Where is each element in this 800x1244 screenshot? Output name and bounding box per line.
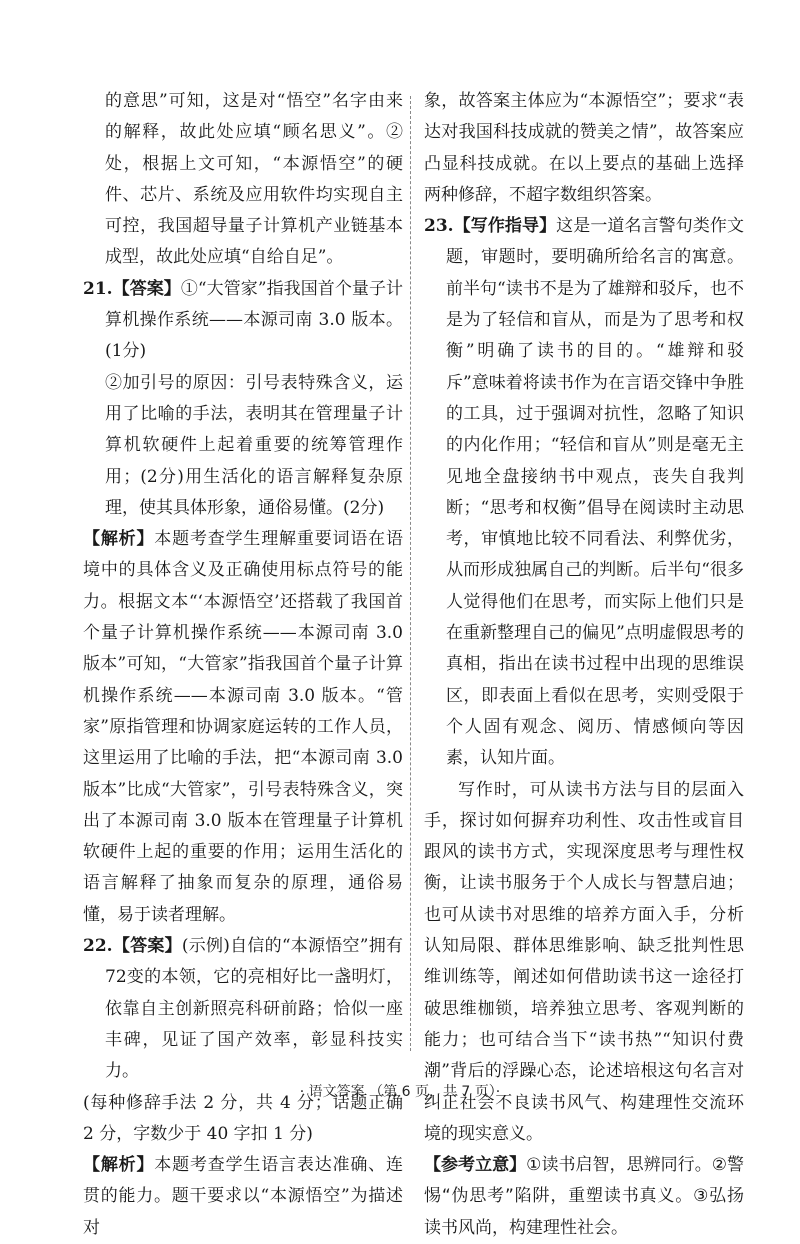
q22-answer-text: (示例)自信的“本源悟空”拥有72变的本领，它的亮相好比一盏明灯，依靠自主创新照亮科研前路；恰似一座丰碑，见证了国产效率，彰显科技实力。 (105, 936, 404, 1082)
q21-number: 21. (83, 278, 113, 299)
page-footer: · 语文答案 （第 6 页，共 7 页）· (299, 1084, 501, 1100)
q23-reference (424, 1150, 744, 1244)
question-21 (83, 274, 403, 931)
q21-answer-tag: 【答案】 (112, 278, 181, 299)
q22-analysis-continued: 象，故答案主体应为“本源悟空”；要求“表达对我国科技成就的赞美之情”，故答案应凸显科技成就。在以上要点的基础上选择两种修辞，不超字数组织答案。 (424, 91, 744, 205)
q23-writing-advice: 写作时，可从读书方法与目的层面入手，探讨如何摒弃功利性、攻击性或盲目跟风的读书方式，实现深度思考与理性权衡，让读书服务于个人成长与智慧启迪；也可从读书对思维的培养方面入手，分析认知局限、群体思维影响、缺乏批判性思维训练等，阐述如何借助读书这一途径打破思维枷锁，培养独立思考、客观判断的能力；也可结合当下“读书热”“知识付费潮”背后的浮躁心态，论述培根这句名言对纠正社会不良读书风气、构建理性交流环境的现实意义。 (424, 779, 744, 1144)
q23-guide-text: 这是一道名言警句类作文题，审题时，要明确所给名言的寓意。前半句“读书不是为了雄辩和驳斥，也不是为了轻信和盲从，而是为了思考和权衡”明确了读书的目的。“雄辩和驳斥”意味着将读书作为在言语交锋中争胜的工具，过于强调对抗性，忽略了知识的内化作用；“轻信和盲从”则是毫无主见地全盘接纳书中观点，丧失自我判断；“思考和权衡”倡导在阅读时主动思考，审慎地比较不同看法、利弊优劣，从而形成独属自己的判断。后半句“很多人觉得他们在思考，而实际上他们只是在重新整理自己的偏见”点明虚假思考的真相，指出在读书过程中出现的思维误区，即表面上看似在思考，实则受限于个人固有观念、阅历、情感倾向等因素，认知片面。 (446, 216, 745, 769)
left-column (83, 86, 403, 1244)
column-divider (410, 96, 411, 1051)
q22-scoring: (每种修辞手法 2 分，共 4 分；话题正确 2 分，字数少于 40 字扣 1 分) (83, 1092, 403, 1144)
q23-ref-text: ①读书启智，思辨同行。②警惕“伪思考”陷阱，重塑读书真义。③弘扬读书风尚，构建理性社会。 (424, 1155, 744, 1238)
q21-answer-text-1: ①“大管家”指我国首个量子计算机操作系统——本源司南 3.0 版本。(1分) (105, 278, 404, 362)
q23-ref-tag: 【参考立意】 (424, 1155, 527, 1176)
q23-number: 23. (424, 216, 454, 237)
q21-analysis-text: 本题考查学生理解重要词语在语境中的具体含义及正确使用标点符号的能力。根据文本“‘本源悟空’还搭载了我国首个量子计算机操作系统——本源司南 3.0 版本”可知，“大管家”指我国首个量子计算机操作系统——本源司南 3.0 版本。“管家”原指管理和协调家庭运转的工作人员，这里运用了比喻的手法，把“本源司南 3.0 版本”比成“大管家”，引号表特殊含义，突出了本源司南 3.0 版本在管理量子计算机软硬件上起的重要的作用；运用生活化的语言解释了抽象而复杂的原理，通俗易懂，易于读者理解。 (83, 529, 404, 925)
q22-answer (83, 931, 403, 1087)
q20-continued-text: 的意思”可知，这是对“悟空”名字由来的解释，故此处应填“顾名思义”。②处，根据上文可知，“本源悟空”的硬件、芯片、系统及应用软件均实现自主可控，我国超导量子计算机产业链基本成型，故此处应填“自给自足”。 (105, 91, 403, 268)
q21-analysis-tag: 【解析】 (83, 529, 155, 550)
q21-answer-text-2: ②加引号的原因：引号表特殊含义，运用了比喻的手法，表明其在管理量子计算机软硬件上起着重要的统筹管理作用；(2分)用生活化的语言解释复杂原理，使其具体形象，通俗易懂。(2分) (105, 372, 403, 518)
q21-analysis (83, 524, 403, 931)
right-column (424, 86, 744, 1244)
q22-analysis-tag: 【解析】 (83, 1155, 155, 1176)
q23-guide-tag: 【写作指导】 (453, 216, 557, 237)
q22-number: 22. (83, 936, 113, 957)
q22-answer-tag: 【答案】 (112, 936, 182, 957)
q22-analysis-text: 本题考查学生语言表达准确、连贯的能力。题干要求以“本源悟空”为描述对 (83, 1155, 404, 1238)
q21-answer (83, 274, 403, 368)
q22-analysis (83, 1150, 403, 1244)
q23-guide (424, 211, 744, 774)
